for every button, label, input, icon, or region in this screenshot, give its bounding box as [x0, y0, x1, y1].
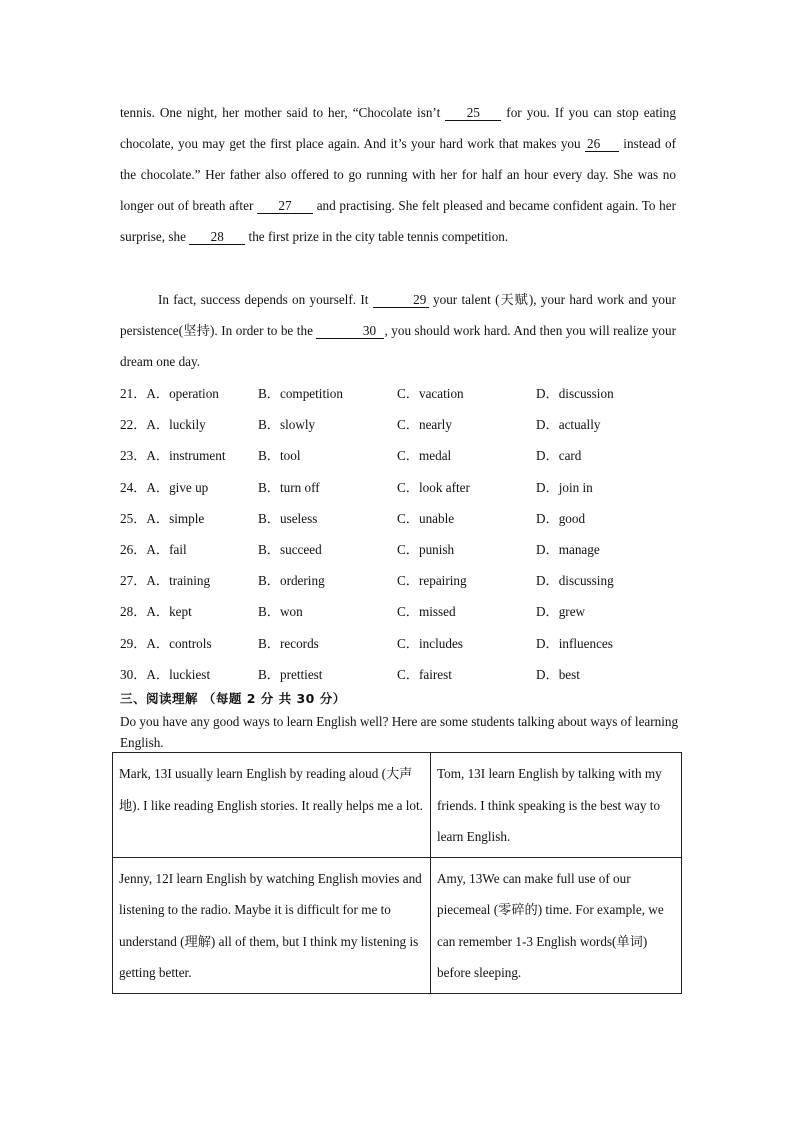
option-b: B．slowly [258, 417, 316, 433]
option-c: C．medal [397, 448, 452, 464]
option-c: C．look after [397, 479, 470, 495]
option-d: D．join in [536, 479, 593, 495]
option-d: D．discussion [536, 386, 614, 401]
blank-29: 29 [373, 292, 429, 308]
option-a: 27．A．training [120, 573, 211, 589]
passage-paragraph-2 [120, 284, 676, 377]
table-row [113, 753, 682, 858]
option-d: D．good [536, 510, 586, 526]
option-b: B．turn off [258, 479, 320, 495]
question-row [120, 596, 680, 627]
passage-text: and practising. She felt pleased and became confident again. To her surprise, she [120, 198, 676, 244]
section-heading: 三、阅读理解 （每题 2 分 共 30 分） [120, 691, 346, 706]
table-cell-tom: Tom, 13I learn English by talking with my friends. I think speaking is the best way to learn English. [431, 753, 682, 858]
students-table [112, 752, 682, 994]
table-cell-mark: Mark, 13I usually learn English by reading aloud (大声地). I like reading English stories. It really helps me a lot. [113, 753, 431, 858]
blank-30: 30 [316, 323, 384, 339]
option-c: C．missed [397, 604, 456, 620]
passage-text: tennis. One night, her mother said to her, “Chocolate isn’t [120, 105, 446, 120]
question-row [120, 659, 680, 690]
option-c: C．vacation [397, 386, 464, 401]
passage-text: In fact, success depends on yourself. It [158, 292, 373, 307]
option-a: 28．A．kept [120, 604, 192, 620]
passage-paragraph-1 [120, 97, 676, 252]
blank-28: 28 [189, 229, 245, 245]
option-a: 29．A．controls [120, 635, 212, 651]
option-b: B．competition [258, 386, 343, 401]
option-b: B．useless [258, 510, 318, 526]
question-row [120, 534, 680, 565]
option-c: C．includes [397, 635, 463, 651]
option-a: 25．A．simple [120, 510, 205, 526]
option-c: C．punish [397, 541, 455, 557]
table-row [113, 857, 682, 993]
option-a: 24．A．give up [120, 479, 209, 495]
table-cell-amy: Amy, 13We can make full use of our piecemeal (零碎的) time. For example, we can remember 1-3 English words(单词) before sleeping. [431, 857, 682, 993]
option-c: C．nearly [397, 417, 452, 433]
option-c: C．unable [397, 510, 455, 526]
question-row [120, 409, 680, 440]
option-d: D．best [536, 666, 580, 682]
question-options-list [120, 378, 680, 690]
option-a: 22．A．luckily [120, 417, 206, 433]
option-b: B．prettiest [258, 666, 323, 682]
question-row [120, 440, 680, 471]
blank-25: 25 [445, 105, 501, 121]
option-a: 30．A．luckiest [120, 666, 211, 682]
option-a: 21．A．operation [120, 386, 219, 401]
passage-text: for you. If you can stop eating chocolate, you may get the first place again. And it’s your hard work that makes you [120, 105, 676, 151]
option-a: 23．A．instrument [120, 448, 226, 464]
reading-intro: Do you have any good ways to learn English well? Here are some students talking about ways of learning English. [120, 714, 679, 750]
option-b: B．tool [258, 448, 301, 464]
option-b: B．records [258, 635, 319, 651]
passage-text: instead of the chocolate.” Her father also offered to go running with her for half an hour every day. She was no longer out of breath after [120, 136, 676, 213]
passage-text: the first prize in the city table tennis competition. [245, 229, 509, 244]
option-b: B．ordering [258, 573, 325, 589]
option-d: D．grew [536, 604, 586, 620]
blank-27: 27 [257, 198, 313, 214]
table-cell-jenny: Jenny, 12I learn English by watching English movies and listening to the radio. Maybe it is difficult for me to understand (理解) all of them, but I think my listening is getting better. [113, 857, 431, 993]
option-d: D．manage [536, 541, 600, 557]
option-b: B．succeed [258, 541, 322, 557]
question-row [120, 472, 680, 503]
option-c: C．repairing [397, 573, 467, 589]
option-a: 26．A．fail [120, 541, 187, 557]
passage-text: , you should work hard. And then you will realize your dream one day. [120, 323, 676, 369]
question-row [120, 565, 680, 596]
question-row [120, 628, 680, 659]
option-d: D．actually [536, 417, 601, 433]
option-d: D．discussing [536, 573, 614, 589]
option-b: B．won [258, 604, 303, 620]
option-d: D．influences [536, 635, 613, 651]
passage-text: your talent (天赋), your hard work and your persistence(坚持). In order to be the [120, 292, 677, 338]
option-c: C．fairest [397, 666, 452, 682]
question-row [120, 503, 680, 534]
option-d: D．card [536, 448, 582, 464]
blank-26: 26 [585, 136, 619, 152]
question-row [120, 378, 680, 409]
